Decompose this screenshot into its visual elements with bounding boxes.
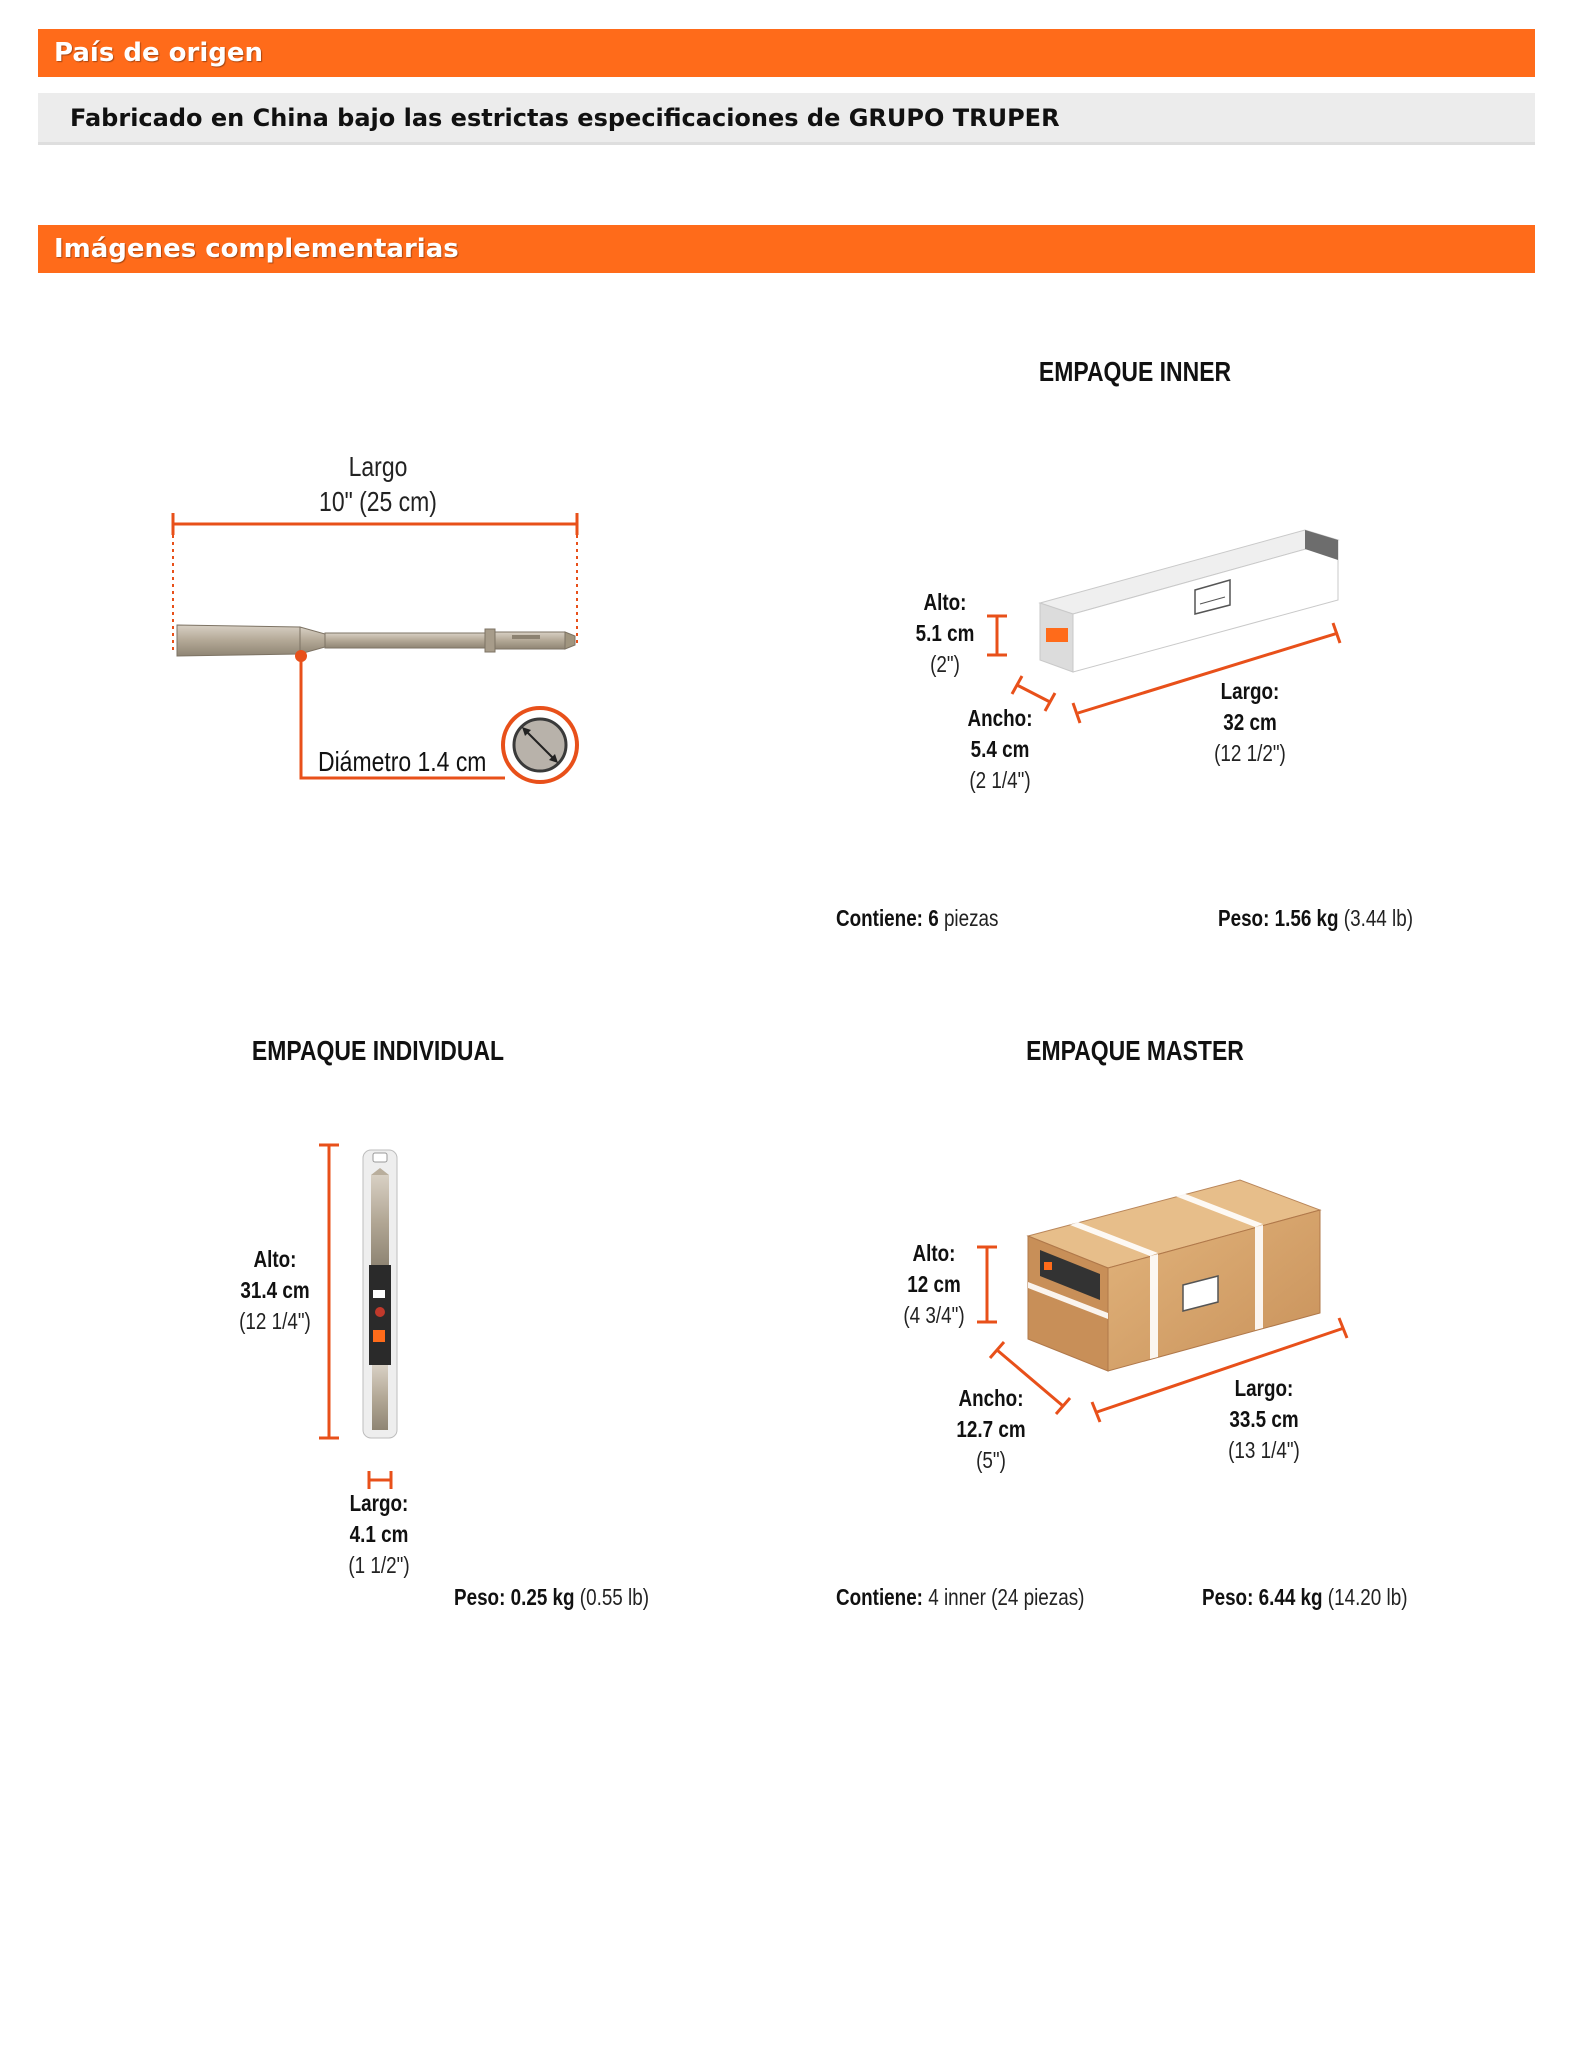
master-largo — [1182, 1373, 1346, 1466]
inner-peso-kg: 1.56 kg — [1274, 905, 1339, 931]
inner-alto-metric: 5.1 cm — [915, 620, 975, 646]
master-alto-label: Alto: — [912, 1240, 956, 1266]
section-header-origin: País de origen — [38, 29, 1535, 77]
master-ancho — [909, 1383, 1073, 1476]
master-contiene-label: Contiene: — [836, 1584, 923, 1610]
individual-title: EMPAQUE INDIVIDUAL — [251, 1035, 505, 1066]
master-largo-imperial: (13 1/4") — [1228, 1437, 1300, 1463]
master-peso — [1202, 1584, 1407, 1611]
inner-alto-label: Alto: — [923, 589, 967, 615]
inner-ancho-imperial: (2 1/4") — [969, 767, 1031, 793]
master-largo-label: Largo: — [1234, 1375, 1294, 1401]
individual-peso — [454, 1584, 649, 1611]
inner-contiene — [836, 905, 998, 932]
inner-ancho — [918, 703, 1082, 796]
inner-largo-label: Largo: — [1220, 678, 1280, 704]
individual-largo-metric: 4.1 cm — [349, 1521, 409, 1547]
master-peso-label: Peso: — [1202, 1584, 1254, 1610]
inner-alto — [863, 587, 1027, 680]
individual-largo-label: Largo: — [349, 1490, 409, 1516]
origin-text: Fabricado en China bajo las estrictas especificaciones de GRUPO TRUPER — [38, 93, 1535, 145]
individual-alto-imperial: (12 1/4") — [239, 1308, 311, 1334]
inner-largo — [1168, 676, 1332, 769]
individual-alto — [193, 1244, 357, 1337]
individual-largo-imperial: (1 1/2") — [348, 1552, 410, 1578]
master-contiene-value: 4 inner (24 piezas) — [928, 1584, 1085, 1610]
individual-alto-label: Alto: — [253, 1246, 297, 1272]
master-ancho-metric: 12.7 cm — [956, 1416, 1026, 1442]
individual-largo — [297, 1488, 461, 1581]
inner-title: EMPAQUE INNER — [1038, 356, 1232, 387]
individual-peso-label: Peso: — [454, 1584, 506, 1610]
master-title: EMPAQUE MASTER — [1026, 1035, 1244, 1066]
master-alto — [852, 1238, 1016, 1331]
section-header-images: Imágenes complementarias — [38, 225, 1535, 273]
inner-contiene-label: Contiene: — [836, 905, 923, 931]
product-length-label: Largo — [348, 451, 408, 482]
inner-largo-metric: 32 cm — [1223, 709, 1277, 735]
inner-ancho-metric: 5.4 cm — [970, 736, 1030, 762]
master-alto-metric: 12 cm — [907, 1271, 961, 1297]
individual-peso-kg: 0.25 kg — [510, 1584, 575, 1610]
master-largo-metric: 33.5 cm — [1229, 1406, 1299, 1432]
inner-contiene-unit: piezas — [943, 905, 999, 931]
product-chisel-image — [173, 513, 577, 782]
product-diameter-label: Diámetro 1.4 cm — [318, 746, 487, 777]
inner-peso — [1218, 905, 1413, 932]
master-contiene — [836, 1584, 1084, 1611]
master-alto-imperial: (4 3/4") — [903, 1302, 965, 1328]
inner-peso-label: Peso: — [1218, 905, 1270, 931]
master-peso-lb: (14.20 lb) — [1327, 1584, 1408, 1610]
master-ancho-imperial: (5") — [976, 1447, 1006, 1473]
inner-peso-lb: (3.44 lb) — [1343, 905, 1413, 931]
master-peso-kg: 6.44 kg — [1258, 1584, 1323, 1610]
master-ancho-label: Ancho: — [958, 1385, 1024, 1411]
inner-alto-imperial: (2") — [930, 651, 960, 677]
inner-ancho-label: Ancho: — [967, 705, 1033, 731]
individual-alto-metric: 31.4 cm — [240, 1277, 310, 1303]
inner-contiene-count: 6 — [928, 905, 939, 931]
inner-largo-imperial: (12 1/2") — [1214, 740, 1286, 766]
individual-peso-lb: (0.55 lb) — [579, 1584, 649, 1610]
product-length-value: 10" (25 cm) — [319, 486, 437, 517]
